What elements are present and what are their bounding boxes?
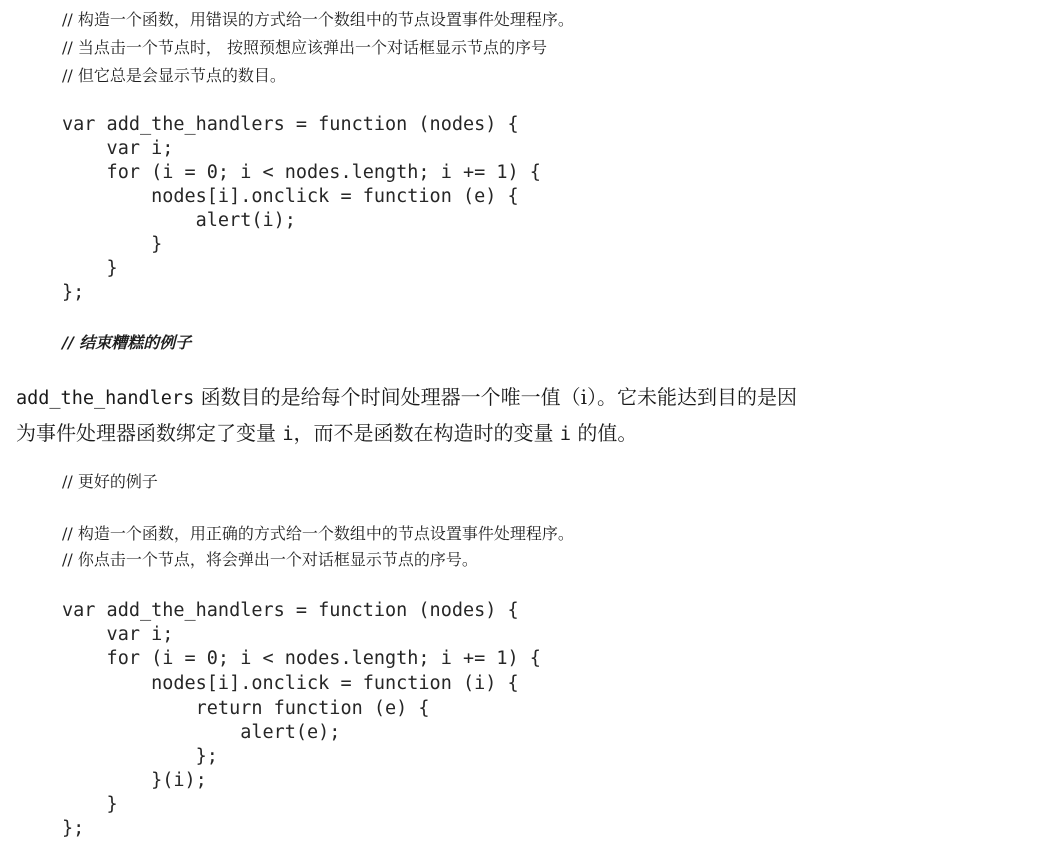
code-line: return function (e) { bbox=[62, 698, 430, 719]
code-line: var add_the_handlers = function (nodes) { bbox=[62, 600, 519, 621]
prose-line-1 bbox=[16, 380, 1036, 416]
prose-line-2 bbox=[16, 416, 1036, 452]
code-line: var add_the_handlers = function (nodes) { bbox=[62, 114, 519, 135]
code-comment: // 构造一个函数，用正确的方式给一个数组中的节点设置事件处理程序。 bbox=[62, 524, 574, 543]
code-line: nodes[i].onclick = function (i) { bbox=[62, 673, 519, 694]
code-line: }; bbox=[62, 746, 218, 767]
code-line: var i; bbox=[62, 138, 174, 159]
code-line: for (i = 0; i < nodes.length; i += 1) { bbox=[62, 162, 541, 183]
inline-code-function-name: add_the_handlers bbox=[16, 388, 195, 409]
prose-text: 的值。 bbox=[571, 421, 638, 445]
prose-text: 函数目的是给每个时间处理器一个唯一值（i）。它未能达到目的是因 bbox=[194, 385, 797, 409]
code-line: for (i = 0; i < nodes.length; i += 1) { bbox=[62, 648, 541, 669]
code-line: }; bbox=[62, 282, 85, 303]
better-example-comment: // 更好的例子 bbox=[62, 472, 158, 491]
inline-code-var: i bbox=[559, 424, 571, 445]
code-line: } bbox=[62, 794, 118, 815]
code-line: } bbox=[62, 258, 118, 279]
code-line: alert(e); bbox=[62, 722, 341, 743]
code-line: alert(i); bbox=[62, 210, 296, 231]
code-comment: // 当点击一个节点时， 按照预想应该弹出一个对话框显示节点的序号 bbox=[62, 38, 547, 57]
code-comment: // 你点击一个节点，将会弹出一个对话框显示节点的序号。 bbox=[62, 550, 478, 569]
code-line: }; bbox=[62, 818, 85, 839]
code-comment: // 但它总是会显示节点的数目。 bbox=[62, 66, 286, 85]
inline-code-var: i bbox=[282, 424, 294, 445]
code-line: nodes[i].onclick = function (e) { bbox=[62, 186, 519, 207]
prose-text: ，而不是函数在构造时的变量 bbox=[293, 421, 560, 445]
code-comment: // 构造一个函数，用错误的方式给一个数组中的节点设置事件处理程序。 bbox=[62, 10, 574, 29]
code-line: var i; bbox=[62, 624, 174, 645]
end-bad-example-comment: // 结束糟糕的例子 bbox=[62, 333, 192, 352]
explanation-paragraph bbox=[16, 380, 1036, 452]
code-line: } bbox=[62, 234, 163, 255]
code-line: }(i); bbox=[62, 770, 207, 791]
prose-text: 为事件处理器函数绑定了变量 bbox=[16, 421, 283, 445]
